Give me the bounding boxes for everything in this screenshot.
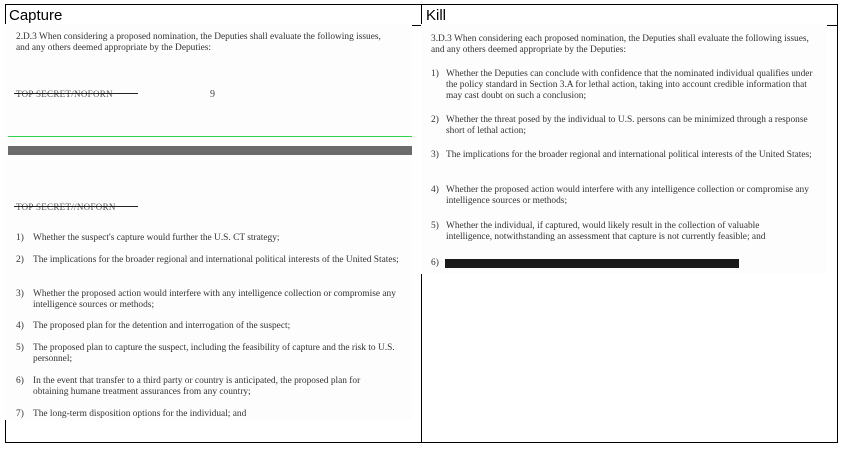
capture-column-header: Capture <box>9 7 63 24</box>
page-break-line <box>8 136 412 137</box>
kill-document-scan: 3.D.3 When considering each proposed nomination, the Deputies shall evaluate the following issues, and any others deemed appropriate by the Deputies: 1) Whether the Deputies can conclude with confidence that the nominated individual qualifies under the policy standard in Section 3.A for lethal action, taking into account credible information that may cast doubt on such a conclusion; 2) Whether the threat posed by the individual to U.S. persons can be minimized through a response short of lethal action; 3) The implications for the broader regional and international political interests of the United States; 4) Whether the proposed action would interfere with any intelligence collection or compromise any intelligence sources or methods; 5) Whether the individual, if captured, would likely result in the collection of valuable intelligence, notwithstanding an assessment that capture is not currently feasible; and 6) <box>421 24 827 274</box>
capture-intro: 2.D.3 When considering a proposed nomination, the Deputies shall evaluate the following issues, and any others deemed appropriate by the Deputies: <box>16 32 381 53</box>
strikethrough-line <box>14 206 138 207</box>
page-separator-bar <box>8 146 412 155</box>
kill-intro: 3.D.3 When considering each proposed nomination, the Deputies shall evaluate the following issues, and any others deemed appropriate by the Deputies: <box>431 34 809 55</box>
redaction-bar <box>445 259 739 268</box>
capture-document-scan: 2.D.3 When considering a proposed nomination, the Deputies shall evaluate the following issues, and any others deemed appropriate by the Deputies: 9 1) Whether the suspect's capture would further the U.S. CT strategy; 2) The implications for the broader regional and international political interests of the United States; 3) Whether the proposed action would interfere with any intelligence collection or compromise any intelligence sources or methods; 4) The proposed plan for the detention and interrogation of the suspect; 5) The proposed plan to capture the suspect, including the feasibility of capture and the risk to U.S. personnel; 6) In the event that transfer to a third party or country is anticipated, the proposed plan for obtaining humane treatment assurances from any country; 7) The long-term disposition options for the individual; and <box>4 24 412 420</box>
kill-column-header: Kill <box>426 7 447 24</box>
page-number: 9 <box>210 89 215 100</box>
strikethrough-line <box>14 93 138 94</box>
